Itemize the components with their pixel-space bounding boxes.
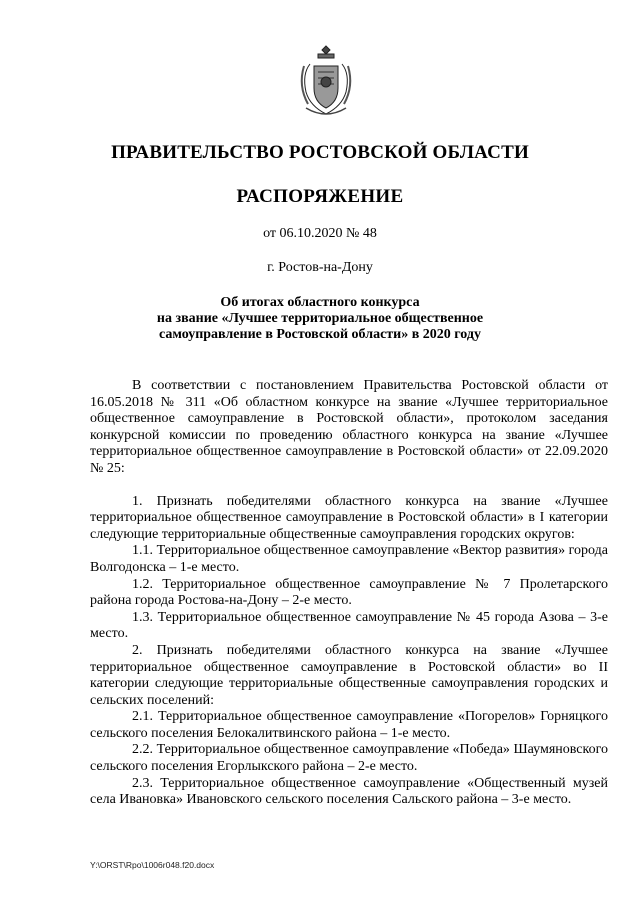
- clause-1-3: 1.3. Территориальное общественное самоуправление № 45 города Азова – 3-е место.: [90, 609, 608, 642]
- document-body: [90, 378, 608, 809]
- subject-line: Об итогах областного конкурса: [220, 295, 420, 310]
- clause-1: 1. Признать победителями областного конкурса на звание «Лучшее территориальное общественное самоуправление в Ростовской области» в I категории следующие территориальные общественные самоуправления городских округов:: [90, 493, 608, 542]
- document-date: от 06.10.2020 № 48: [263, 226, 377, 241]
- clause-2-2: 2.2. Территориальное общественное самоуправление «Победа» Шаумяновского сельского поселения Егорлыкского района – 2-е место.: [90, 742, 608, 775]
- clause-1-2: 1.2. Территориальное общественное самоуправление № 7 Пролетарского района города Ростова-на-Дону – 2-е место.: [90, 576, 608, 609]
- clause-2-3: 2.3. Территориальное общественное самоуправление «Общественный музей села Ивановка» Ивановского сельского поселения Сальского района – 3-е место.: [90, 775, 608, 808]
- preamble-paragraph: В соответствии с постановлением Правительства Ростовской области от 16.05.2018 № 311 «Об областном конкурсе на звание «Лучшее территориальное общественное самоуправление в Ростовской области», протоколом заседания конкурсной комиссии по проведению областного конкурса на звание «Лучшее территориальное общественное самоуправление в Ростовской области» от 22.09.2020 № 25:: [90, 378, 608, 476]
- subject-line: на звание «Лучшее территориальное общественное: [156, 311, 484, 326]
- government-title: ПРАВИТЕЛЬСТВО РОСТОВСКОЙ ОБЛАСТИ: [111, 142, 529, 163]
- document-subject: [0, 295, 640, 343]
- subject-line: самоуправление в Ростовской области» в 2020 году: [159, 327, 481, 342]
- clause-2: 2. Признать победителями областного конкурса на звание «Лучшее территориальное общественное самоуправление в Ростовской области» во II категории следующие территориальные общественные самоуправления городских и сельских поселений:: [90, 642, 608, 708]
- document-type: РАСПОРЯЖЕНИЕ: [236, 186, 404, 207]
- clause-1-1: 1.1. Территориальное общественное самоуправление «Вектор развития» города Волгодонска – 1-е место.: [90, 543, 608, 575]
- coat-of-arms-icon: [296, 42, 356, 120]
- document-city: г. Ростов-на-Дону: [267, 260, 373, 275]
- file-path-footer: Y:\ORST\Rpo\1006r048.f20.docx: [90, 860, 215, 870]
- clause-2-1: 2.1. Территориальное общественное самоуправление «Погорелов» Горняцкого сельского поселения Белокалитвинского района – 1-е место.: [90, 709, 608, 741]
